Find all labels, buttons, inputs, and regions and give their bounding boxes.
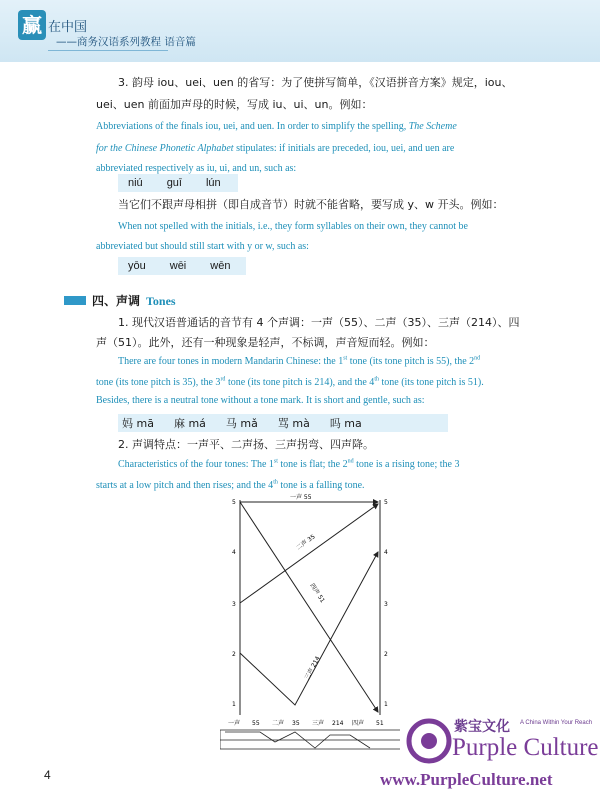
scale-label-right: 1 [384, 701, 388, 708]
scale-label-left: 5 [232, 499, 236, 506]
pinyin-example: yōu [128, 260, 146, 272]
tones1-cn-line2: 声（51）。此外，还有一种现象是轻声，不标调，声音短而轻。例如： [96, 336, 435, 349]
para3-en-line2-italic: for the Chinese Phonetic Alphabet [96, 143, 234, 154]
ordinal-suffix: th [273, 479, 278, 486]
tone2-line [240, 504, 378, 603]
tones2-en-text: tone is a falling tone. [277, 480, 365, 491]
scale-label-left: 2 [232, 651, 236, 658]
page-number: 4 [44, 768, 51, 782]
pinyin-example: lún [205, 177, 221, 189]
watermark-brand: Purple Culture [452, 734, 599, 761]
ordinal-suffix: st [343, 355, 348, 362]
bottom-label: 51 [376, 720, 384, 727]
tones2-cn-line1: 2. 声调特点：一声平、二声扬、三声拐弯、四声降。 [118, 438, 374, 451]
series-title: 在中国 [48, 20, 88, 35]
scale-label-left: 3 [232, 601, 236, 608]
pinyin-example: wēn [210, 260, 231, 272]
bottom-label: 四声 [352, 720, 365, 727]
para4-cn-line1: 当它们不跟声母相拼（即自成音节）时就不能省略，要写成 y、w 开头。例如： [118, 198, 504, 211]
series-logo: 赢 [18, 10, 46, 40]
watermark-tagline: A China Within Your Reach [520, 720, 593, 726]
series-subtitle: ——商务汉语系列教程 语音篇 [56, 36, 196, 48]
scale-label-left: 4 [232, 549, 236, 556]
scale-label-left: 1 [232, 701, 236, 708]
tones1-en-text: tone (its tone pitch is 51). [378, 377, 484, 388]
tones1-en-text: tone (its tone pitch is 214), and the 4 [225, 377, 375, 388]
page-header [0, 0, 600, 62]
watermark-cn: 紫宝文化 [454, 719, 510, 735]
tone4-label: 四声 51 [308, 582, 326, 605]
para3-en-line2 [96, 142, 454, 156]
para3-en-line1-italic: The Scheme [408, 121, 457, 132]
bottom-label: 三声 [312, 720, 325, 727]
tones1-en-line1 [118, 355, 480, 369]
header-divider [48, 50, 168, 51]
tones2-en-text: tone is a rising tone; the 3 [353, 459, 460, 470]
bottom-label: 55 [252, 720, 260, 727]
ordinal-suffix: st [273, 458, 278, 465]
pinyin-example: wēi [169, 260, 187, 272]
section-marker [64, 296, 86, 305]
para3-en-line3: abbreviated respectively as iu, ui, and un, such as: [96, 163, 297, 174]
ordinal-suffix: nd [474, 355, 481, 362]
tone-example: 骂 mà [277, 417, 310, 430]
tone1-label: 一声 55 [290, 494, 312, 501]
tones2-en-line1 [118, 458, 459, 472]
tone3-line [240, 552, 378, 705]
scale-label-right: 5 [384, 499, 388, 506]
ordinal-suffix: rd [220, 376, 226, 383]
scale-label-right: 4 [384, 549, 388, 556]
para4-en-line2: abbreviated but should still start with y or w, such as: [96, 241, 309, 252]
para3-pinyin-box [118, 174, 238, 192]
tone-examples-box [118, 414, 448, 432]
tone-example: 妈 mā [122, 417, 154, 430]
para4-en-line1: When not spelled with the initials, i.e., they form syllables on their own, they cannot be [118, 221, 468, 232]
bottom-label: 一声 [228, 720, 241, 727]
tones1-en-text: There are four tones in modern Mandarin Chinese: the 1 [118, 356, 344, 367]
para4-pinyin-box [118, 257, 246, 275]
bottom-label: 214 [332, 720, 344, 727]
scale-label-right: 2 [384, 651, 388, 658]
section-title [92, 292, 176, 309]
tone3-label: 三声 214 [303, 655, 322, 681]
para3-cn-line1: 3. 韵母 iou、uei、uen 的省写：为了使拼写简单，《汉语拼音方案》规定，iou、 [118, 76, 513, 89]
tones1-en-text: tone (its tone pitch is 55), the 2 [347, 356, 475, 367]
tones2-en-text: Characteristics of the four tones: The 1 [118, 459, 274, 470]
tone-example: 马 mǎ [225, 417, 258, 430]
para3-cn-line2: uei、uen 前面加声母的时候，写成 iu、ui、un。例如： [96, 98, 373, 111]
tone-example: 麻 má [173, 417, 206, 430]
scale-label-right: 3 [384, 601, 388, 608]
watermark-url[interactable]: www.PurpleCulture.net [380, 770, 553, 789]
tone2-label: 二声 35 [295, 533, 317, 552]
para3-en-line2-text: stipulates: if initials are preceded, iou, uei, and uen are [236, 143, 455, 154]
pinyin-example: guī [166, 177, 182, 189]
section-title-cn: 四、声调 [92, 294, 141, 308]
tones1-en-line3: Besides, there is a neutral tone without a tone mark. It is short and gentle, such as: [96, 395, 425, 406]
tone-pitch-diagram [220, 490, 400, 752]
tones1-cn-line1: 1. 现代汉语普通话的音节有 4 个声调：一声（55）、二声（35）、三声（214）、四 [118, 316, 520, 329]
bottom-label: 二声 [272, 720, 285, 727]
purple-culture-logo-icon [406, 718, 452, 764]
section-title-en: Tones [146, 294, 176, 308]
ordinal-suffix: nd [347, 458, 354, 465]
tones1-en-text: tone (its tone pitch is 35), the 3 [96, 377, 221, 388]
para3-en-line1-text: Abbreviations of the finals iou, uei, and uen. In order to simplify the spelling, [96, 121, 407, 132]
bottom-label: 35 [292, 720, 300, 727]
pinyin-example: niú [128, 177, 143, 189]
tones2-en-text: tone is flat; the 2 [277, 459, 348, 470]
ordinal-suffix: th [374, 376, 379, 383]
tones1-en-line2 [96, 376, 484, 390]
para3-en-line1 [96, 120, 457, 134]
tones2-en-text: starts at a low pitch and then rises; and the 4 [96, 480, 274, 491]
tone-example: 吗 ma [329, 417, 362, 430]
